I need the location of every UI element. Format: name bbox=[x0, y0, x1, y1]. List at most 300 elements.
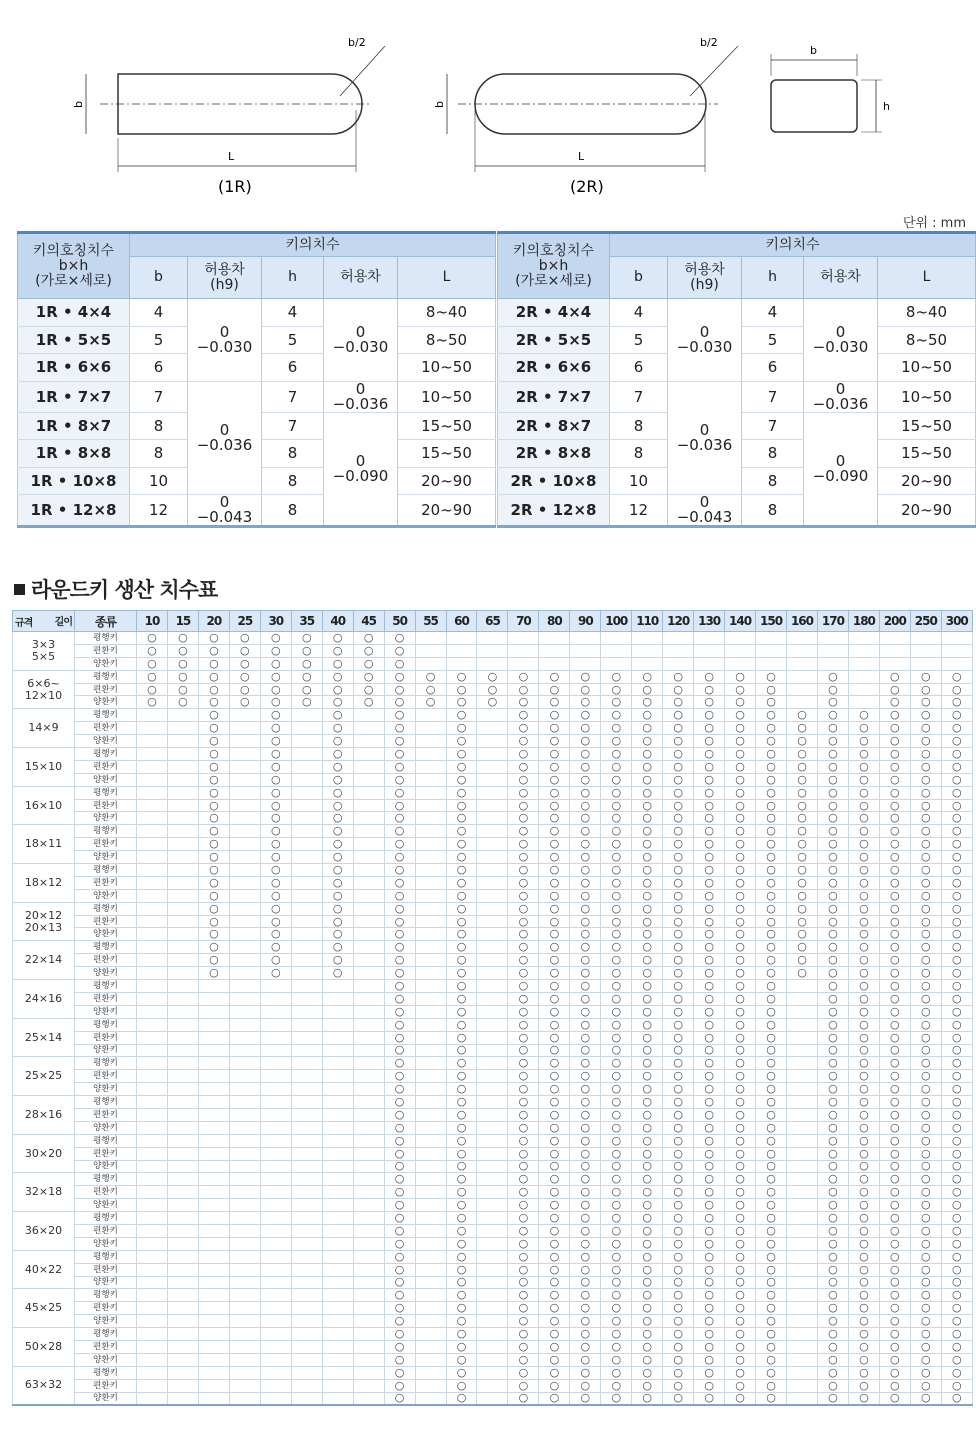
spec-header-name bbox=[498, 233, 610, 299]
availability-cell bbox=[167, 915, 198, 928]
availability-cell bbox=[198, 1057, 229, 1070]
available-mark: ○ bbox=[766, 1185, 776, 1199]
available-mark: ○ bbox=[270, 875, 281, 889]
availability-cell bbox=[694, 1392, 725, 1405]
available-mark: ○ bbox=[890, 824, 900, 838]
availability-cell bbox=[632, 1237, 663, 1250]
available-mark: ○ bbox=[394, 1185, 405, 1199]
availability-cell bbox=[291, 644, 322, 657]
available-mark: ○ bbox=[921, 695, 931, 709]
availability-cell bbox=[817, 1392, 848, 1405]
available-mark: ○ bbox=[394, 1198, 405, 1212]
available-mark: ○ bbox=[518, 1056, 529, 1070]
available-mark: ○ bbox=[394, 1159, 405, 1173]
availability-cell bbox=[694, 980, 725, 993]
availability-cell bbox=[941, 902, 972, 915]
availability-cell bbox=[725, 941, 756, 954]
available-mark: ○ bbox=[673, 1391, 683, 1405]
tol-upper: 0 bbox=[219, 493, 230, 511]
available-mark: ○ bbox=[921, 1339, 931, 1353]
available-mark: ○ bbox=[580, 682, 591, 696]
available-mark: ○ bbox=[828, 837, 838, 851]
availability-cell bbox=[384, 760, 415, 773]
size-cell bbox=[13, 902, 75, 941]
availability-cell bbox=[601, 760, 632, 773]
availability-cell bbox=[632, 851, 663, 864]
available-mark: ○ bbox=[518, 1133, 529, 1147]
availability-cell bbox=[601, 1018, 632, 1031]
available-mark: ○ bbox=[611, 927, 622, 941]
availability-cell bbox=[322, 1263, 353, 1276]
availability-cell bbox=[508, 1315, 539, 1328]
availability-cell bbox=[477, 1108, 508, 1121]
available-mark: ○ bbox=[611, 837, 622, 851]
availability-cell bbox=[539, 1289, 570, 1302]
availability-cell bbox=[879, 1263, 910, 1276]
availability-cell bbox=[570, 748, 601, 761]
availability-cell bbox=[694, 1224, 725, 1237]
availability-cell bbox=[322, 709, 353, 722]
availability-cell bbox=[260, 773, 291, 786]
availability-cell bbox=[477, 1018, 508, 1031]
available-mark: ○ bbox=[828, 1339, 838, 1353]
availability-cell bbox=[879, 709, 910, 722]
diagram-section-h: h bbox=[883, 100, 890, 113]
availability-cell bbox=[508, 1147, 539, 1160]
key-type-label: 편환키 bbox=[75, 1263, 137, 1276]
availability-cell bbox=[663, 1018, 694, 1031]
available-mark: ○ bbox=[921, 1056, 931, 1070]
available-mark: ○ bbox=[828, 1004, 838, 1018]
availability-cell bbox=[322, 1302, 353, 1315]
availability-cell bbox=[198, 1005, 229, 1018]
available-mark: ○ bbox=[673, 1236, 683, 1250]
available-mark: ○ bbox=[642, 966, 653, 980]
available-mark: ○ bbox=[766, 772, 776, 786]
availability-cell bbox=[260, 1237, 291, 1250]
available-mark: ○ bbox=[425, 682, 436, 696]
available-mark: ○ bbox=[766, 966, 776, 980]
spec-l-range: 10~50 bbox=[878, 354, 976, 382]
key-type-label: 평행키 bbox=[75, 1289, 137, 1302]
available-mark: ○ bbox=[209, 862, 219, 876]
available-mark: ○ bbox=[209, 927, 219, 941]
availability-cell bbox=[848, 1096, 879, 1109]
availability-cell bbox=[601, 812, 632, 825]
availability-cell bbox=[787, 1173, 818, 1186]
availability-cell bbox=[787, 1147, 818, 1160]
available-mark: ○ bbox=[859, 1133, 869, 1147]
available-mark: ○ bbox=[951, 888, 962, 902]
availability-cell bbox=[848, 992, 879, 1005]
key-type-label: 편환키 bbox=[75, 1147, 137, 1160]
availability-cell bbox=[353, 1392, 384, 1405]
availability-cell bbox=[415, 709, 446, 722]
availability-cell bbox=[848, 1083, 879, 1096]
availability-cell bbox=[322, 1096, 353, 1109]
availability-cell bbox=[322, 928, 353, 941]
availability-cell bbox=[817, 1315, 848, 1328]
available-mark: ○ bbox=[394, 1056, 405, 1070]
availability-cell bbox=[910, 1083, 941, 1096]
availability-cell bbox=[508, 1083, 539, 1096]
availability-cell bbox=[817, 1070, 848, 1083]
availability-cell bbox=[941, 1315, 972, 1328]
availability-cell bbox=[694, 670, 725, 683]
availability-cell bbox=[477, 1392, 508, 1405]
available-mark: ○ bbox=[611, 1236, 622, 1250]
availability-cell bbox=[260, 1044, 291, 1057]
available-mark: ○ bbox=[487, 695, 498, 709]
available-mark: ○ bbox=[270, 811, 281, 825]
availability-cell bbox=[539, 1199, 570, 1212]
available-mark: ○ bbox=[735, 1327, 745, 1341]
availability-cell bbox=[817, 786, 848, 799]
available-mark: ○ bbox=[642, 991, 653, 1005]
availability-cell bbox=[879, 1147, 910, 1160]
available-mark: ○ bbox=[518, 1378, 529, 1392]
availability-cell bbox=[198, 1289, 229, 1302]
production-row bbox=[13, 735, 973, 748]
availability-cell bbox=[167, 1328, 198, 1341]
available-mark: ○ bbox=[828, 1043, 838, 1057]
availability-cell bbox=[477, 1134, 508, 1147]
availability-cell bbox=[570, 786, 601, 799]
size-label: 20×12 bbox=[24, 908, 63, 922]
available-mark: ○ bbox=[890, 1185, 900, 1199]
available-mark: ○ bbox=[394, 850, 405, 864]
available-mark: ○ bbox=[518, 850, 529, 864]
availability-cell bbox=[508, 799, 539, 812]
spec-l-range: 20~90 bbox=[398, 495, 496, 527]
availability-cell bbox=[322, 1237, 353, 1250]
production-row bbox=[13, 748, 973, 761]
available-mark: ○ bbox=[580, 1327, 591, 1341]
available-mark: ○ bbox=[518, 940, 529, 954]
available-mark: ○ bbox=[735, 1314, 745, 1328]
availability-cell bbox=[384, 864, 415, 877]
availability-cell bbox=[415, 1328, 446, 1341]
available-mark: ○ bbox=[859, 1365, 869, 1379]
availability-cell bbox=[694, 760, 725, 773]
available-mark: ○ bbox=[921, 1095, 931, 1108]
availability-cell bbox=[137, 915, 168, 928]
availability-cell bbox=[353, 980, 384, 993]
availability-cell bbox=[694, 876, 725, 889]
key-type-label: 양환키 bbox=[75, 1121, 137, 1134]
tol-lower: −0.036 bbox=[332, 394, 389, 413]
length-header: 35 bbox=[291, 611, 322, 632]
availability-cell bbox=[539, 1005, 570, 1018]
availability-cell bbox=[663, 902, 694, 915]
availability-cell bbox=[446, 1392, 477, 1405]
availability-cell bbox=[167, 889, 198, 902]
spec-header-tol-b bbox=[188, 257, 262, 299]
availability-cell bbox=[910, 644, 941, 657]
available-mark: ○ bbox=[394, 669, 405, 683]
availability-cell bbox=[694, 838, 725, 851]
available-mark: ○ bbox=[270, 721, 281, 735]
availability-cell bbox=[137, 1070, 168, 1083]
availability-cell bbox=[508, 1366, 539, 1379]
availability-cell bbox=[508, 735, 539, 748]
available-mark: ○ bbox=[549, 862, 560, 876]
availability-cell bbox=[260, 1315, 291, 1328]
available-mark: ○ bbox=[704, 888, 714, 902]
availability-cell bbox=[632, 1186, 663, 1199]
availability-cell bbox=[477, 1379, 508, 1392]
available-mark: ○ bbox=[890, 1107, 900, 1121]
available-mark: ○ bbox=[394, 746, 405, 760]
availability-cell bbox=[477, 799, 508, 812]
availability-cell bbox=[167, 825, 198, 838]
spec-b-value: 8 bbox=[610, 412, 668, 440]
available-mark: ○ bbox=[951, 1043, 962, 1057]
available-mark: ○ bbox=[611, 1146, 622, 1160]
availability-cell bbox=[415, 1224, 446, 1237]
availability-cell bbox=[446, 1302, 477, 1315]
available-mark: ○ bbox=[828, 862, 838, 876]
available-mark: ○ bbox=[611, 1198, 622, 1212]
availability-cell bbox=[415, 1340, 446, 1353]
size-label: 5×5 bbox=[31, 649, 56, 663]
availability-cell bbox=[477, 1328, 508, 1341]
availability-cell bbox=[539, 941, 570, 954]
availability-cell bbox=[570, 760, 601, 773]
availability-cell bbox=[508, 1340, 539, 1353]
availability-cell bbox=[322, 632, 353, 645]
available-mark: ○ bbox=[859, 1262, 869, 1276]
availability-cell bbox=[415, 1070, 446, 1083]
available-mark: ○ bbox=[766, 953, 776, 967]
availability-cell bbox=[291, 1237, 322, 1250]
production-row bbox=[13, 1083, 973, 1096]
availability-cell bbox=[694, 825, 725, 838]
available-mark: ○ bbox=[704, 1172, 714, 1186]
availability-cell bbox=[601, 1108, 632, 1121]
available-mark: ○ bbox=[642, 721, 653, 735]
available-mark: ○ bbox=[209, 811, 219, 825]
available-mark: ○ bbox=[951, 1288, 962, 1302]
availability-cell bbox=[415, 1096, 446, 1109]
availability-cell bbox=[322, 722, 353, 735]
availability-cell bbox=[167, 1108, 198, 1121]
available-mark: ○ bbox=[921, 734, 931, 748]
availability-cell bbox=[694, 1005, 725, 1018]
availability-cell bbox=[539, 915, 570, 928]
availability-cell bbox=[879, 1018, 910, 1031]
available-mark: ○ bbox=[394, 953, 405, 967]
available-mark: ○ bbox=[921, 978, 931, 992]
available-mark: ○ bbox=[673, 798, 683, 812]
availability-cell bbox=[848, 825, 879, 838]
availability-cell bbox=[229, 709, 260, 722]
availability-cell bbox=[817, 851, 848, 864]
size-cell bbox=[13, 1212, 75, 1251]
availability-cell bbox=[663, 786, 694, 799]
availability-cell bbox=[353, 786, 384, 799]
available-mark: ○ bbox=[951, 1030, 962, 1044]
availability-cell bbox=[570, 1276, 601, 1289]
available-mark: ○ bbox=[209, 772, 219, 786]
available-mark: ○ bbox=[394, 914, 405, 928]
available-mark: ○ bbox=[735, 824, 745, 838]
availability-cell bbox=[879, 915, 910, 928]
available-mark: ○ bbox=[673, 1223, 683, 1237]
availability-cell bbox=[260, 1302, 291, 1315]
available-mark: ○ bbox=[518, 1043, 529, 1057]
available-mark: ○ bbox=[859, 1301, 869, 1315]
availability-cell bbox=[787, 1315, 818, 1328]
available-mark: ○ bbox=[859, 888, 869, 902]
spec-header-b: b bbox=[610, 257, 668, 299]
availability-cell bbox=[353, 1237, 384, 1250]
availability-cell bbox=[601, 1096, 632, 1109]
available-mark: ○ bbox=[394, 1288, 405, 1302]
availability-cell bbox=[694, 1328, 725, 1341]
production-title-text: 라운드키 생산 치수표 bbox=[31, 578, 218, 602]
available-mark: ○ bbox=[673, 1262, 683, 1276]
available-mark: ○ bbox=[580, 721, 591, 735]
available-mark: ○ bbox=[147, 669, 157, 683]
availability-cell bbox=[167, 1070, 198, 1083]
availability-cell bbox=[879, 1366, 910, 1379]
availability-cell bbox=[260, 838, 291, 851]
availability-cell bbox=[787, 812, 818, 825]
available-mark: ○ bbox=[859, 811, 869, 825]
availability-cell bbox=[291, 941, 322, 954]
availability-cell bbox=[601, 1224, 632, 1237]
available-mark: ○ bbox=[797, 798, 807, 812]
availability-cell bbox=[539, 696, 570, 709]
availability-cell bbox=[941, 1160, 972, 1173]
availability-cell bbox=[137, 683, 168, 696]
availability-cell bbox=[632, 876, 663, 889]
availability-cell bbox=[910, 1096, 941, 1109]
available-mark: ○ bbox=[580, 850, 591, 864]
availability-cell bbox=[848, 876, 879, 889]
tol-lower: −0.030 bbox=[676, 337, 733, 356]
available-mark: ○ bbox=[890, 1030, 900, 1044]
availability-cell bbox=[539, 992, 570, 1005]
available-mark: ○ bbox=[828, 888, 838, 902]
availability-cell bbox=[415, 928, 446, 941]
available-mark: ○ bbox=[456, 1069, 467, 1083]
availability-cell bbox=[694, 992, 725, 1005]
production-row bbox=[13, 1328, 973, 1341]
availability-cell bbox=[198, 1353, 229, 1366]
key-type-label: 편환키 bbox=[75, 722, 137, 735]
availability-cell bbox=[260, 1018, 291, 1031]
available-mark: ○ bbox=[642, 1211, 653, 1225]
availability-cell bbox=[260, 1199, 291, 1212]
availability-cell bbox=[322, 1224, 353, 1237]
availability-cell bbox=[446, 1289, 477, 1302]
availability-cell bbox=[291, 722, 322, 735]
available-mark: ○ bbox=[704, 1365, 714, 1379]
key-type-label: 평행키 bbox=[75, 825, 137, 838]
availability-cell bbox=[725, 1108, 756, 1121]
availability-cell bbox=[446, 941, 477, 954]
available-mark: ○ bbox=[921, 1017, 931, 1031]
production-row bbox=[13, 1005, 973, 1018]
available-mark: ○ bbox=[394, 1301, 405, 1315]
availability-cell bbox=[508, 902, 539, 915]
available-mark: ○ bbox=[859, 927, 869, 941]
available-mark: ○ bbox=[456, 1301, 467, 1315]
availability-cell bbox=[446, 1379, 477, 1392]
availability-cell bbox=[725, 1379, 756, 1392]
availability-cell bbox=[167, 1276, 198, 1289]
availability-cell bbox=[353, 644, 384, 657]
key-type-label: 양환키 bbox=[75, 657, 137, 670]
available-mark: ○ bbox=[704, 811, 714, 825]
availability-cell bbox=[508, 967, 539, 980]
available-mark: ○ bbox=[673, 914, 683, 928]
available-mark: ○ bbox=[642, 1056, 653, 1070]
availability-cell bbox=[446, 1212, 477, 1225]
size-label: 32×18 bbox=[24, 1185, 63, 1199]
availability-cell bbox=[725, 1005, 756, 1018]
availability-cell bbox=[756, 980, 787, 993]
availability-cell bbox=[260, 632, 291, 645]
available-mark: ○ bbox=[859, 1030, 869, 1044]
availability-cell bbox=[322, 1186, 353, 1199]
availability-cell bbox=[848, 1237, 879, 1250]
available-mark: ○ bbox=[735, 1004, 745, 1018]
available-mark: ○ bbox=[456, 1017, 467, 1031]
availability-cell bbox=[941, 1044, 972, 1057]
availability-cell bbox=[879, 1353, 910, 1366]
available-mark: ○ bbox=[394, 721, 405, 735]
availability-cell bbox=[477, 928, 508, 941]
available-mark: ○ bbox=[951, 1082, 962, 1096]
availability-cell bbox=[879, 1379, 910, 1392]
available-mark: ○ bbox=[270, 785, 281, 799]
production-type-header: 종류 bbox=[75, 611, 137, 632]
available-mark: ○ bbox=[456, 824, 467, 838]
available-mark: ○ bbox=[611, 1223, 622, 1237]
available-mark: ○ bbox=[828, 824, 838, 838]
availability-cell bbox=[848, 1263, 879, 1276]
availability-cell bbox=[260, 1147, 291, 1160]
availability-cell bbox=[167, 980, 198, 993]
available-mark: ○ bbox=[425, 695, 436, 709]
spec-h-value: 8 bbox=[262, 495, 324, 527]
available-mark: ○ bbox=[642, 811, 653, 825]
available-mark: ○ bbox=[673, 927, 683, 941]
availability-cell bbox=[848, 980, 879, 993]
available-mark: ○ bbox=[735, 1133, 745, 1147]
availability-cell bbox=[353, 1108, 384, 1121]
availability-cell bbox=[910, 928, 941, 941]
available-mark: ○ bbox=[921, 1301, 931, 1315]
availability-cell bbox=[291, 1173, 322, 1186]
available-mark: ○ bbox=[549, 1391, 560, 1405]
availability-cell bbox=[446, 1224, 477, 1237]
availability-cell bbox=[910, 683, 941, 696]
available-mark: ○ bbox=[673, 1314, 683, 1328]
availability-cell bbox=[229, 1353, 260, 1366]
availability-cell bbox=[756, 748, 787, 761]
availability-cell bbox=[508, 1379, 539, 1392]
spec-key-name: 1R • 5×5 bbox=[18, 326, 130, 354]
available-mark: ○ bbox=[766, 1120, 776, 1134]
availability-cell bbox=[725, 1057, 756, 1070]
availability-cell bbox=[601, 1057, 632, 1070]
availability-cell bbox=[879, 1070, 910, 1083]
available-mark: ○ bbox=[611, 682, 622, 696]
